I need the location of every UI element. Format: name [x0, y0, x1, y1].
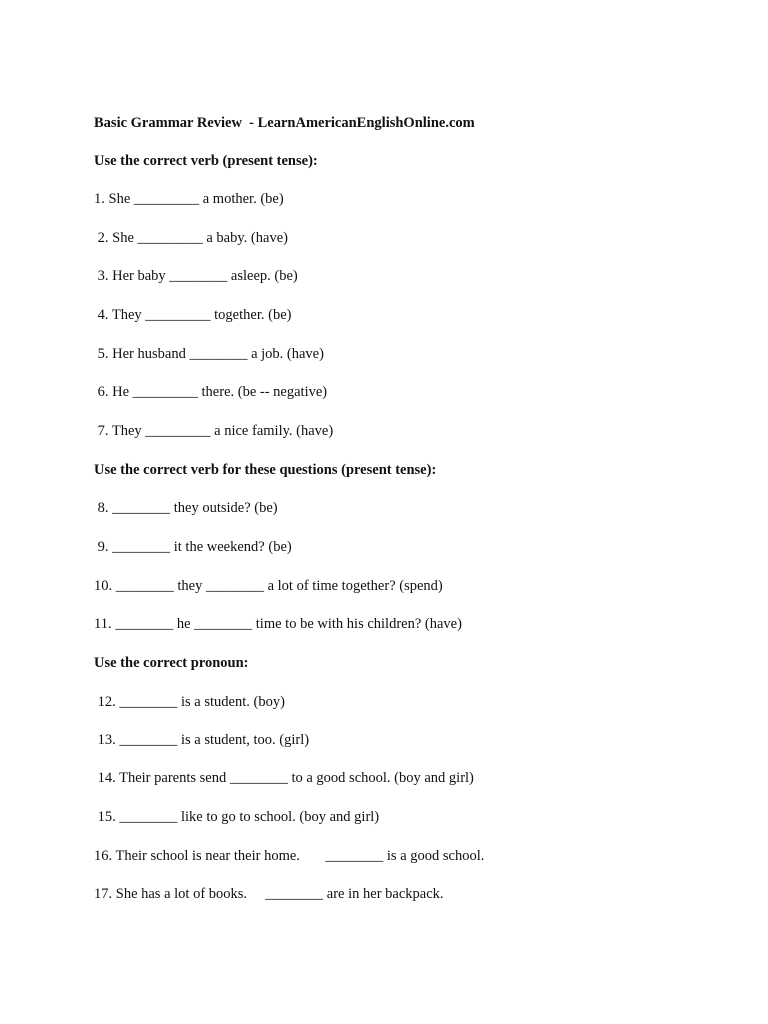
exercise-item-10: 10. ________ they ________ a lot of time together? (spend) [94, 578, 443, 594]
exercise-item-14: 14. Their parents send ________ to a good school. (boy and girl) [94, 770, 474, 786]
exercise-item-7: 7. They _________ a nice family. (have) [94, 423, 334, 439]
exercise-item-6: 6. He _________ there. (be -- negative) [94, 384, 328, 400]
exercise-item-12: 12. ________ is a student. (boy) [94, 694, 285, 710]
section-heading-questions: Use the correct verb for these questions (present tense): [94, 462, 437, 478]
exercise-item-1: 1. She _________ a mother. (be) [94, 191, 284, 207]
exercise-item-13: 13. ________ is a student, too. (girl) [94, 732, 310, 748]
exercise-item-3: 3. Her baby ________ asleep. (be) [94, 268, 298, 284]
exercise-item-16: 16. Their school is near their home. ________ is a good school. [94, 848, 485, 864]
exercise-item-11: 11. ________ he ________ time to be with his children? (have) [94, 616, 462, 632]
section-heading-verbs: Use the correct verb (present tense): [94, 153, 318, 169]
exercise-item-8: 8. ________ they outside? (be) [94, 500, 278, 516]
exercise-item-2: 2. She _________ a baby. (have) [94, 230, 288, 246]
exercise-item-5: 5. Her husband ________ a job. (have) [94, 346, 324, 362]
exercise-item-15: 15. ________ like to go to school. (boy and girl) [94, 809, 380, 825]
exercise-item-4: 4. They _________ together. (be) [94, 307, 292, 323]
section-heading-pronouns: Use the correct pronoun: [94, 655, 249, 671]
exercise-item-17: 17. She has a lot of books. ________ are in her backpack. [94, 886, 444, 902]
worksheet-title: Basic Grammar Review - LearnAmericanEnglishOnline.com [94, 115, 475, 131]
exercise-item-9: 9. ________ it the weekend? (be) [94, 539, 292, 555]
